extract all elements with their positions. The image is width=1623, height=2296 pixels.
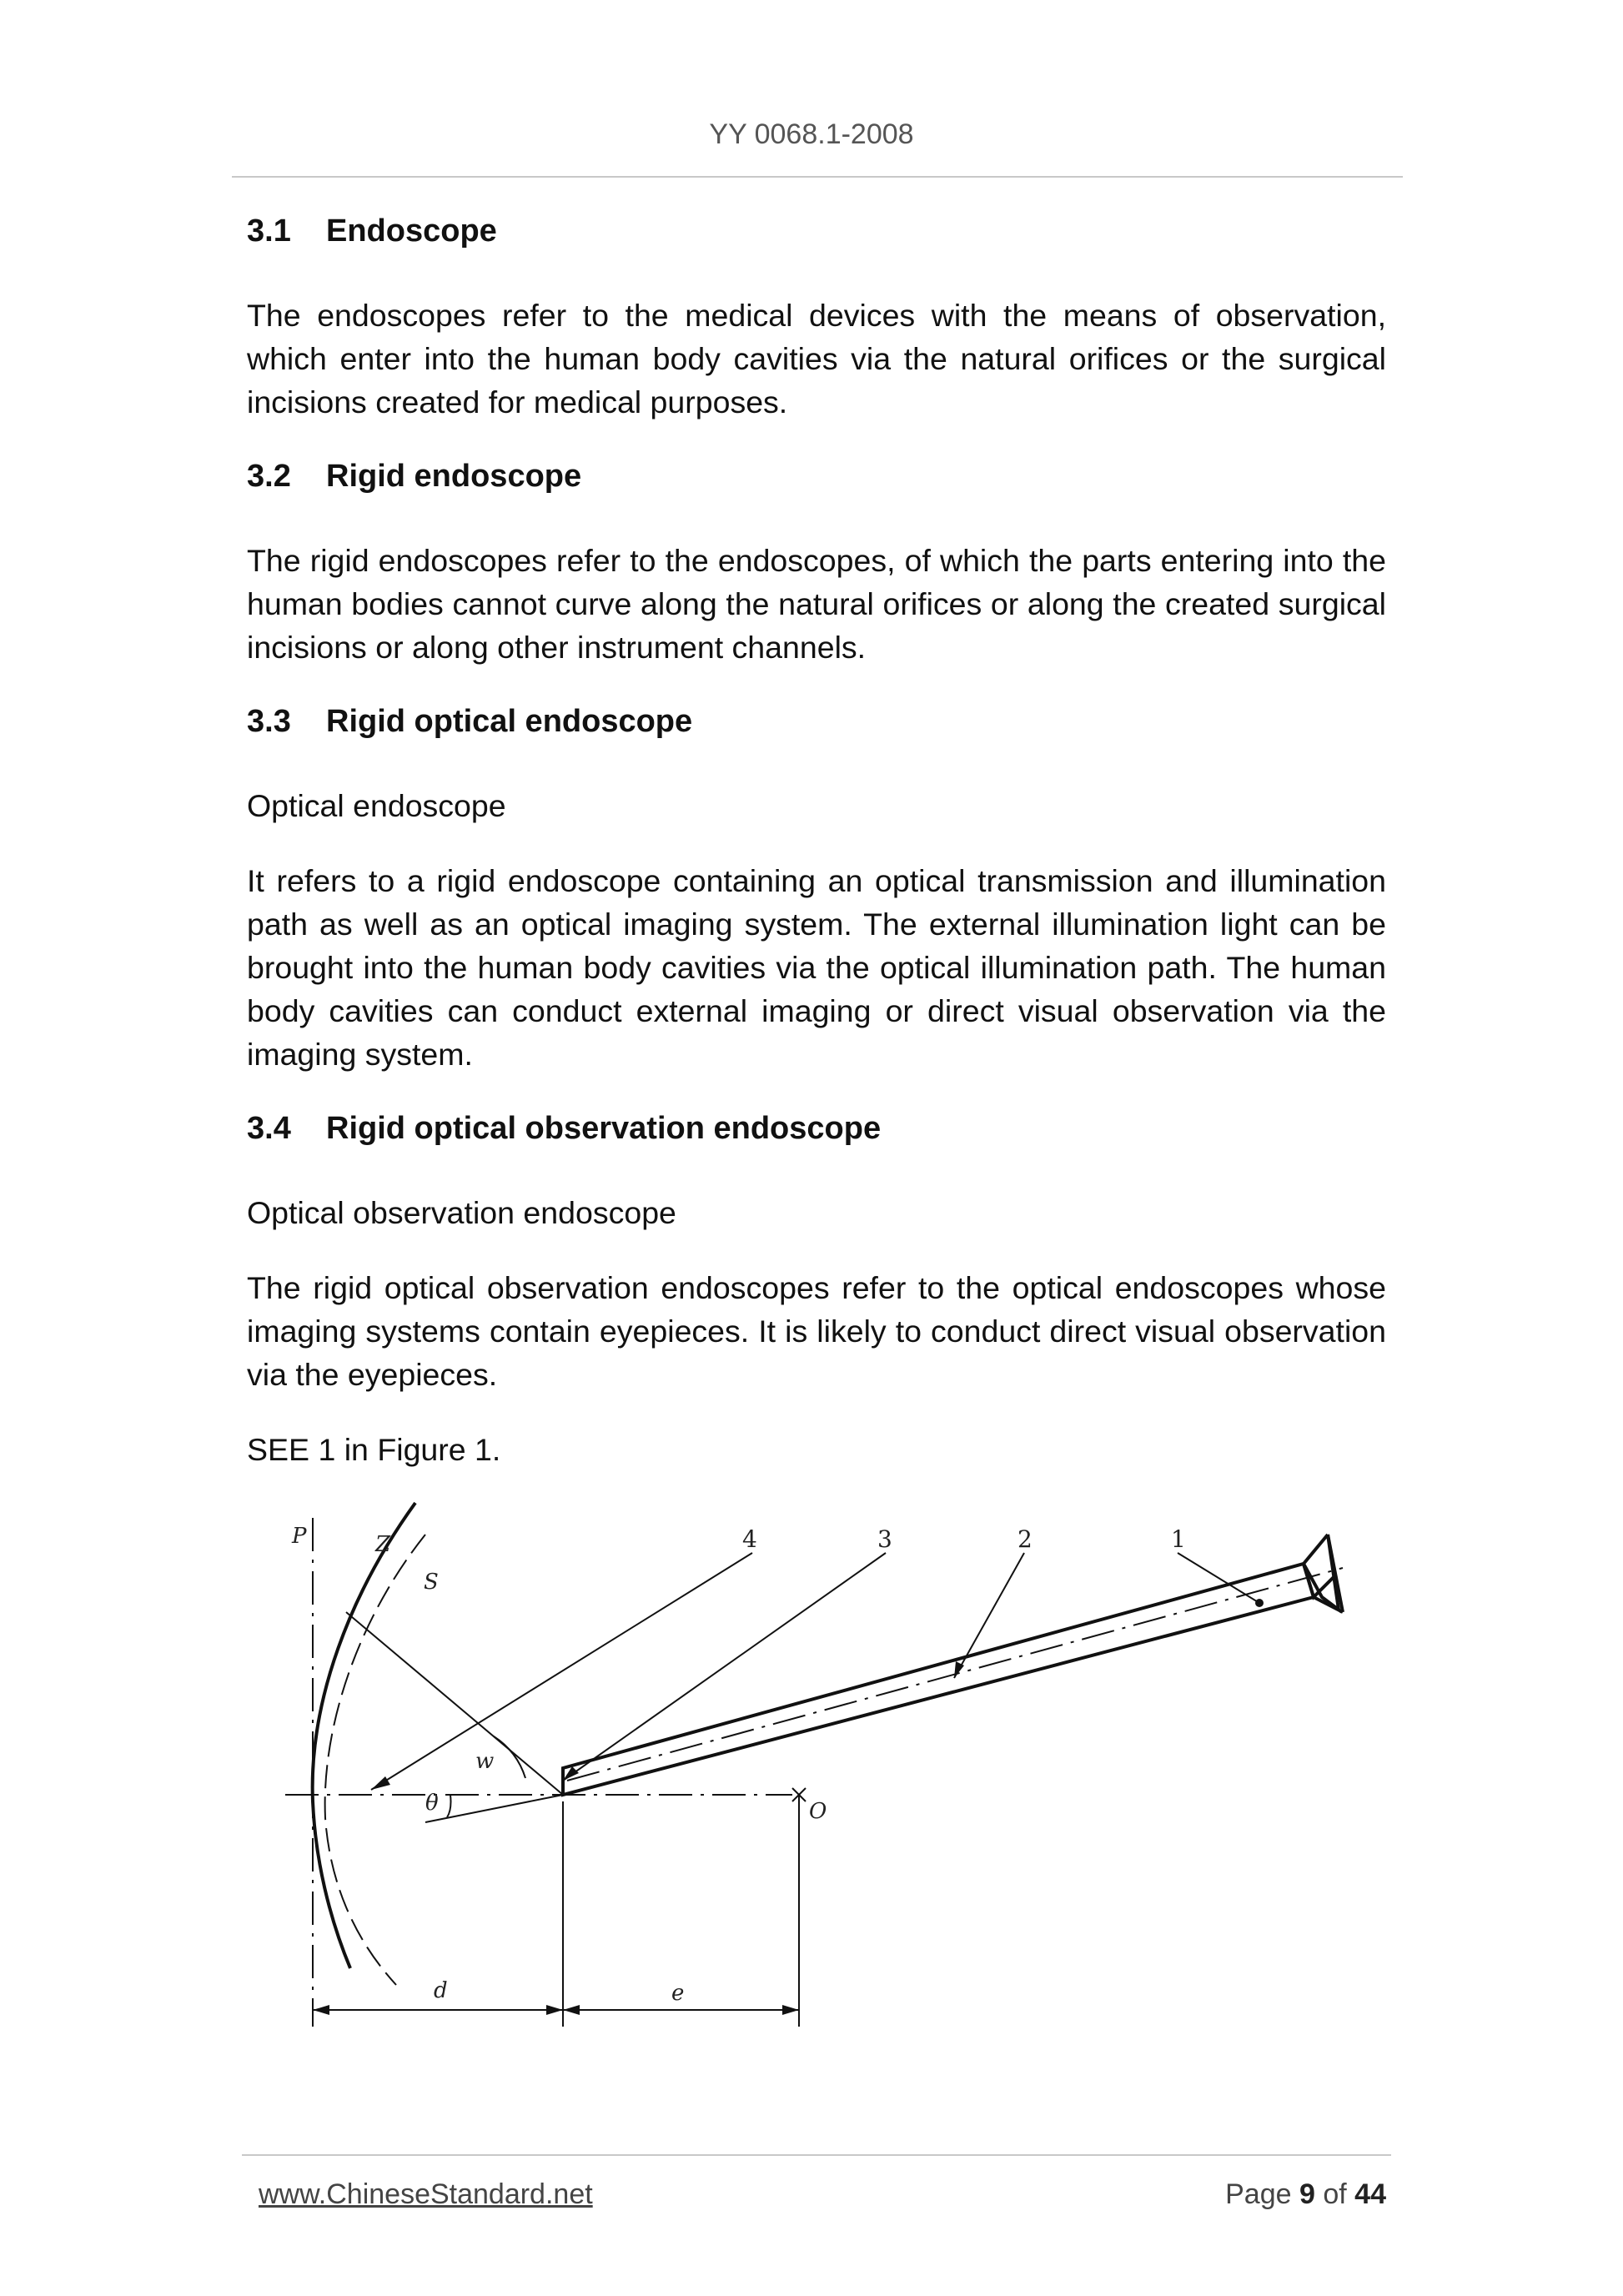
label-theta: θ <box>425 1791 439 1816</box>
object-surface-curve <box>313 1503 415 1968</box>
label-s: S <box>424 1570 439 1595</box>
paragraph: Optical endoscope <box>247 788 506 823</box>
paragraph: Optical observation endoscope <box>247 1195 676 1230</box>
paragraph: The endoscopes refer to the medical devices with the means of observation, which enter into the human body cavities via the natural orifices or the surgical incisions created for medical purposes. <box>247 298 1386 420</box>
section-heading <box>247 210 1386 252</box>
callout-3-leader <box>563 1553 886 1781</box>
callout-4: 4 <box>742 1525 757 1553</box>
paragraph: SEE 1 in Figure 1. <box>247 1432 501 1467</box>
footer-site-link[interactable]: www.ChineseStandard.net <box>259 2178 593 2210</box>
document-body <box>247 210 1386 1503</box>
footer-divider <box>242 2154 1391 2156</box>
callout-1-dot <box>1255 1599 1264 1607</box>
e-arrow-right <box>782 2005 799 2015</box>
figure-1-endoscope-diagram <box>275 1485 1376 2068</box>
section-title: Rigid endoscope <box>326 459 582 494</box>
theta-line <box>425 1795 563 1822</box>
callout-2: 2 <box>1018 1525 1033 1553</box>
page-prefix: Page <box>1225 2178 1292 2210</box>
section-title: Rigid optical observation endoscope <box>326 1111 882 1146</box>
label-z: Z <box>375 1532 391 1557</box>
section-heading <box>247 455 1386 497</box>
document-code-header: YY 0068.1-2008 <box>709 118 914 150</box>
label-e: e <box>671 1981 685 2006</box>
section-heading <box>247 1108 1386 1149</box>
total-pages: 44 <box>1354 2178 1386 2210</box>
eyepiece-edge-top <box>1304 1535 1328 1564</box>
label-w: w <box>475 1749 495 1774</box>
eyepiece-rim <box>1328 1535 1343 1612</box>
w-angle-arc <box>494 1736 525 1778</box>
callout-4-arrowhead <box>371 1776 390 1790</box>
paragraph: The rigid optical observation endoscopes refer to the optical endoscopes whose imaging systems contain eyepieces. It is likely to conduct direct visual observation via the eyepieces. <box>247 1270 1386 1392</box>
section-title: Endoscope <box>326 214 497 249</box>
paragraph: The rigid endoscopes refer to the endoscopes, of which the parts entering into the human bodies cannot curve along the natural orifices or along the created surgical incisions or along other instrument channels. <box>247 543 1386 665</box>
e-arrow-left <box>563 2005 580 2015</box>
header-divider <box>232 176 1403 178</box>
paragraph: It refers to a rigid endoscope containing an optical transmission and illumination path as well as an optical imaging system. The external illumination light can be brought into the human body cavities via the optical illumination path. The human body cavities can conduct external imaging or direct visual observation via the imaging system. <box>247 863 1386 1072</box>
section-number: 3.4 <box>247 1111 291 1146</box>
section-number: 3.3 <box>247 704 291 739</box>
field-view-line <box>346 1612 563 1795</box>
label-d: d <box>434 1978 448 2003</box>
page-indicator <box>1225 2178 1386 2211</box>
callout-2-leader <box>954 1553 1024 1678</box>
section-heading <box>247 701 1386 742</box>
d-arrow-right <box>546 2005 563 2015</box>
theta-angle-arc <box>447 1795 451 1817</box>
callout-3: 3 <box>877 1525 892 1553</box>
section-number: 3.2 <box>247 459 291 494</box>
label-o: O <box>809 1799 827 1824</box>
section-title: Rigid optical endoscope <box>326 704 693 739</box>
field-sphere-curve <box>325 1535 425 1985</box>
page-of: of <box>1323 2178 1347 2210</box>
label-p: P <box>292 1524 307 1549</box>
section-number: 3.1 <box>247 214 291 249</box>
d-arrow-left <box>313 2005 329 2015</box>
endoscope-diagram-svg <box>275 1485 1376 2068</box>
callout-1: 1 <box>1171 1525 1186 1553</box>
current-page: 9 <box>1299 2178 1315 2210</box>
